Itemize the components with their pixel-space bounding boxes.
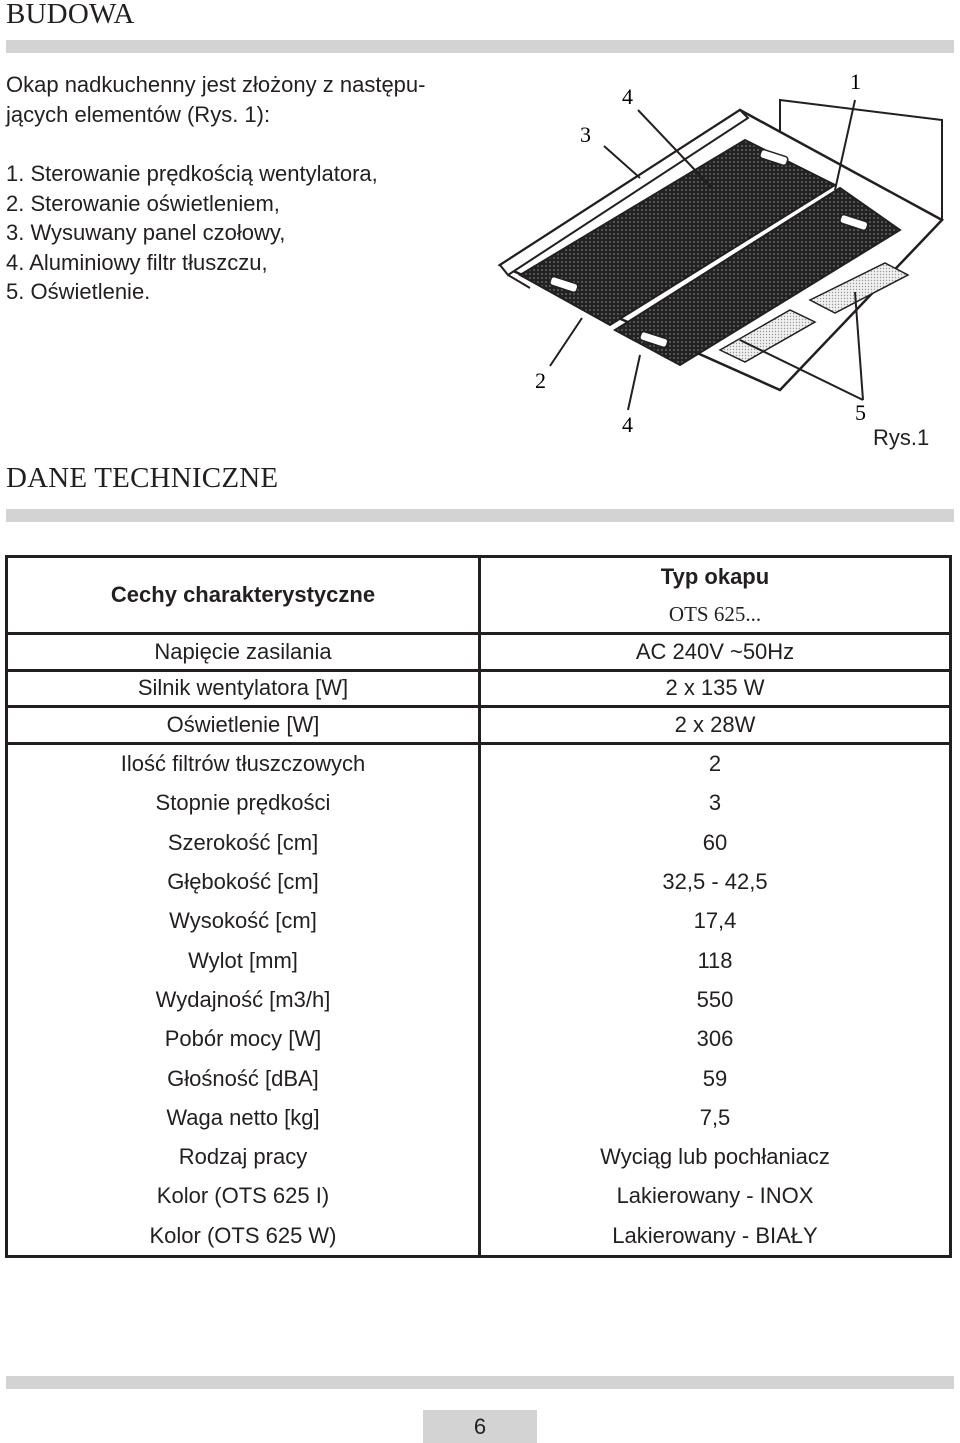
row-value: 2 x 135 W bbox=[480, 670, 951, 707]
table-row bbox=[7, 743, 951, 784]
figure-caption: Rys.1 bbox=[873, 425, 930, 450]
row-value: 118 bbox=[480, 941, 951, 980]
row-label: Pobór mocy [W] bbox=[7, 1020, 480, 1059]
row-label: Ilość filtrów tłuszczowych bbox=[7, 743, 480, 784]
row-value: AC 240V ~50Hz bbox=[480, 634, 951, 671]
row-label: Stopnie prędkości bbox=[7, 784, 480, 823]
table-row bbox=[7, 1059, 951, 1098]
model-name: OTS 625... bbox=[480, 596, 951, 633]
hood-diagram bbox=[480, 60, 950, 460]
intro-line-1: Okap nadkuchenny jest złożony z następu- bbox=[6, 72, 426, 97]
table-row bbox=[7, 862, 951, 901]
row-value: 3 bbox=[480, 784, 951, 823]
row-value: 59 bbox=[480, 1059, 951, 1098]
table-row bbox=[7, 1177, 951, 1216]
table-row bbox=[7, 1020, 951, 1059]
table-row bbox=[7, 980, 951, 1019]
callout-2: 2 bbox=[535, 368, 546, 393]
section-divider bbox=[6, 509, 954, 522]
table-row bbox=[7, 823, 951, 862]
technical-data-table bbox=[5, 555, 952, 1258]
row-value: 2 x 28W bbox=[480, 707, 951, 744]
row-label: Wysokość [cm] bbox=[7, 902, 480, 941]
list-item: 4. Aluminiowy filtr tłuszczu, bbox=[6, 249, 268, 275]
page-number: 6 bbox=[423, 1410, 537, 1443]
table-row bbox=[7, 902, 951, 941]
intro-line-2: jących elementów (Rys. 1): bbox=[6, 101, 271, 127]
row-label: Silnik wentylatora [W] bbox=[7, 670, 480, 707]
row-value: Lakierowany - BIAŁY bbox=[480, 1216, 951, 1257]
table-row bbox=[7, 1137, 951, 1176]
list-item: 1. Sterowanie prędkością wentylatora, bbox=[6, 161, 378, 186]
row-label: Głośność [dBA] bbox=[7, 1059, 480, 1098]
table-row bbox=[7, 670, 951, 707]
col-header-type: Typ okapu bbox=[480, 557, 951, 597]
callout-1: 1 bbox=[850, 69, 861, 94]
callout-4: 4 bbox=[622, 84, 633, 109]
callout-5: 5 bbox=[855, 400, 866, 425]
row-value: 17,4 bbox=[480, 902, 951, 941]
row-value: 306 bbox=[480, 1020, 951, 1059]
row-value: 2 bbox=[480, 743, 951, 784]
table-row bbox=[7, 707, 951, 744]
list-item: 2. Sterowanie oświetleniem, bbox=[6, 190, 280, 216]
row-value: 60 bbox=[480, 823, 951, 862]
callout-3: 3 bbox=[580, 122, 591, 147]
footer-divider bbox=[6, 1376, 954, 1389]
intro-text bbox=[6, 70, 425, 129]
row-label: Głębokość [cm] bbox=[7, 862, 480, 901]
callout-4: 4 bbox=[622, 412, 633, 437]
table-row bbox=[7, 634, 951, 671]
row-value: 7,5 bbox=[480, 1098, 951, 1137]
row-label: Wydajność [m3/h] bbox=[7, 980, 480, 1019]
table-row bbox=[7, 784, 951, 823]
table-header-row bbox=[7, 557, 951, 597]
table-row bbox=[7, 1216, 951, 1257]
section-divider bbox=[6, 40, 954, 53]
row-value: 32,5 - 42,5 bbox=[480, 862, 951, 901]
row-value: Lakierowany - INOX bbox=[480, 1177, 951, 1216]
col-header-features: Cechy charakterystyczne bbox=[7, 557, 480, 634]
row-label: Kolor (OTS 625 I) bbox=[7, 1177, 480, 1216]
table-row bbox=[7, 941, 951, 980]
section-title-budowa: BUDOWA bbox=[6, 0, 135, 30]
row-label: Rodzaj pracy bbox=[7, 1137, 480, 1176]
components-list bbox=[6, 159, 378, 307]
table-row bbox=[7, 1098, 951, 1137]
section-title-dane-techniczne: DANE TECHNICZNE bbox=[6, 462, 279, 494]
list-item: 5. Oświetlenie. bbox=[6, 279, 151, 304]
row-label: Oświetlenie [W] bbox=[7, 707, 480, 744]
row-label: Napięcie zasilania bbox=[7, 634, 480, 671]
list-item: 3. Wysuwany panel czołowy, bbox=[6, 220, 286, 245]
row-label: Wylot [mm] bbox=[7, 941, 480, 980]
row-label: Szerokość [cm] bbox=[7, 823, 480, 862]
row-value: Wyciąg lub pochłaniacz bbox=[480, 1137, 951, 1176]
row-value: 550 bbox=[480, 980, 951, 1019]
row-label: Waga netto [kg] bbox=[7, 1098, 480, 1137]
row-label: Kolor (OTS 625 W) bbox=[7, 1216, 480, 1257]
